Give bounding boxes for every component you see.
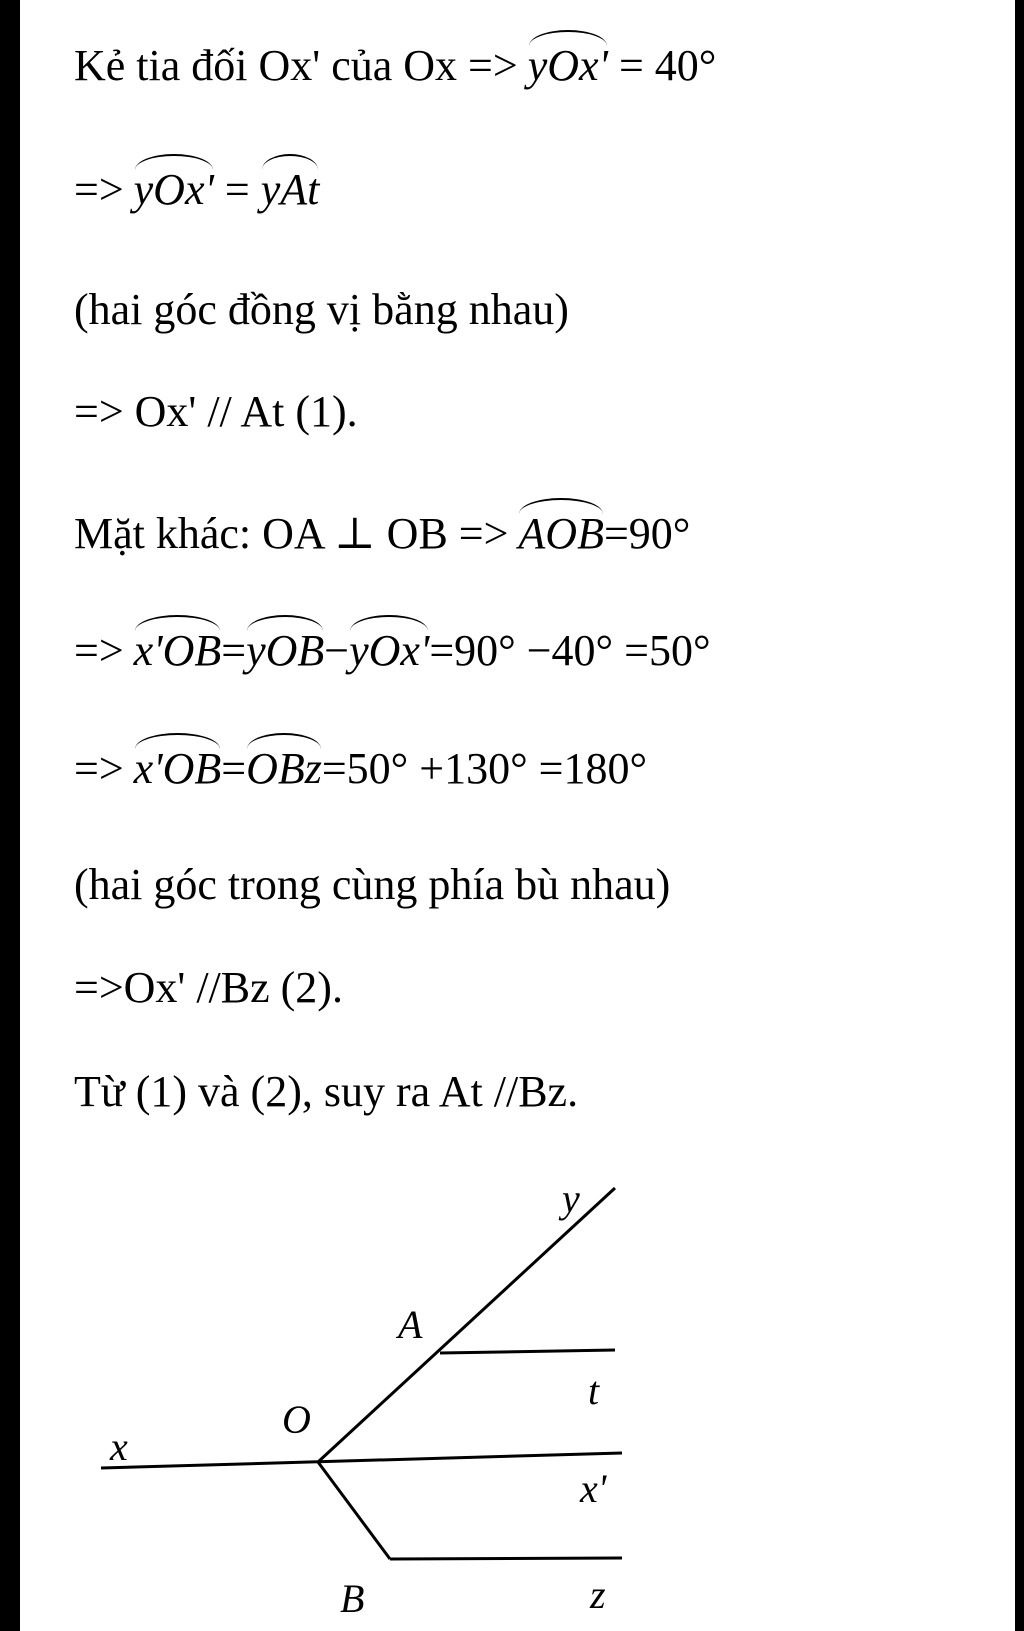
line-1: Kẻ tia đối Ox' của Ox => yOx' = 40° bbox=[74, 32, 716, 96]
label-t: t bbox=[588, 1368, 600, 1413]
line-6: => x'OB=yOB−yOx'=90° −40° =50° bbox=[74, 617, 711, 681]
label-b: B bbox=[340, 1576, 365, 1621]
segment-ob bbox=[318, 1462, 390, 1559]
angle-obz: OBz bbox=[246, 735, 322, 799]
line-7: => x'OB=OBz=50° +130° =180° bbox=[74, 735, 647, 799]
label-o: O bbox=[282, 1397, 311, 1442]
line-2: => yOx' = yAt bbox=[74, 156, 319, 220]
ray-bz bbox=[390, 1558, 622, 1559]
angle-aob: AOB bbox=[518, 500, 604, 564]
label-y: y bbox=[562, 1176, 580, 1221]
label-x: x bbox=[110, 1424, 128, 1469]
ray-oy bbox=[318, 1188, 615, 1462]
angle-yox-prime: yOx' bbox=[528, 32, 608, 96]
label-a: A bbox=[398, 1302, 423, 1347]
angle-yox-prime: yOx' bbox=[134, 156, 214, 220]
line-xx-prime bbox=[101, 1453, 622, 1468]
ray-at bbox=[440, 1350, 615, 1353]
label-z: z bbox=[590, 1572, 606, 1617]
angle-yob: yOB bbox=[246, 617, 324, 681]
line-5: Mặt khác: OA ⊥ OB => AOB=90° bbox=[74, 500, 690, 564]
line-9: =>Ox' //Bz (2). bbox=[74, 963, 343, 1012]
line-8: (hai góc trong cùng phía bù nhau) bbox=[74, 860, 671, 909]
line-3: (hai góc đồng vị bằng nhau) bbox=[74, 285, 569, 334]
line-10: Từ (1) và (2), suy ra At //Bz. bbox=[74, 1067, 579, 1116]
angle-x-prime-ob: x'OB bbox=[134, 617, 222, 681]
angle-yat: yAt bbox=[261, 156, 320, 220]
angle-yox-prime: yOx' bbox=[349, 617, 429, 681]
angle-x-prime-ob: x'OB bbox=[134, 735, 222, 799]
label-x-prime: x' bbox=[580, 1466, 607, 1511]
line-4: => Ox' // At (1). bbox=[74, 387, 358, 436]
